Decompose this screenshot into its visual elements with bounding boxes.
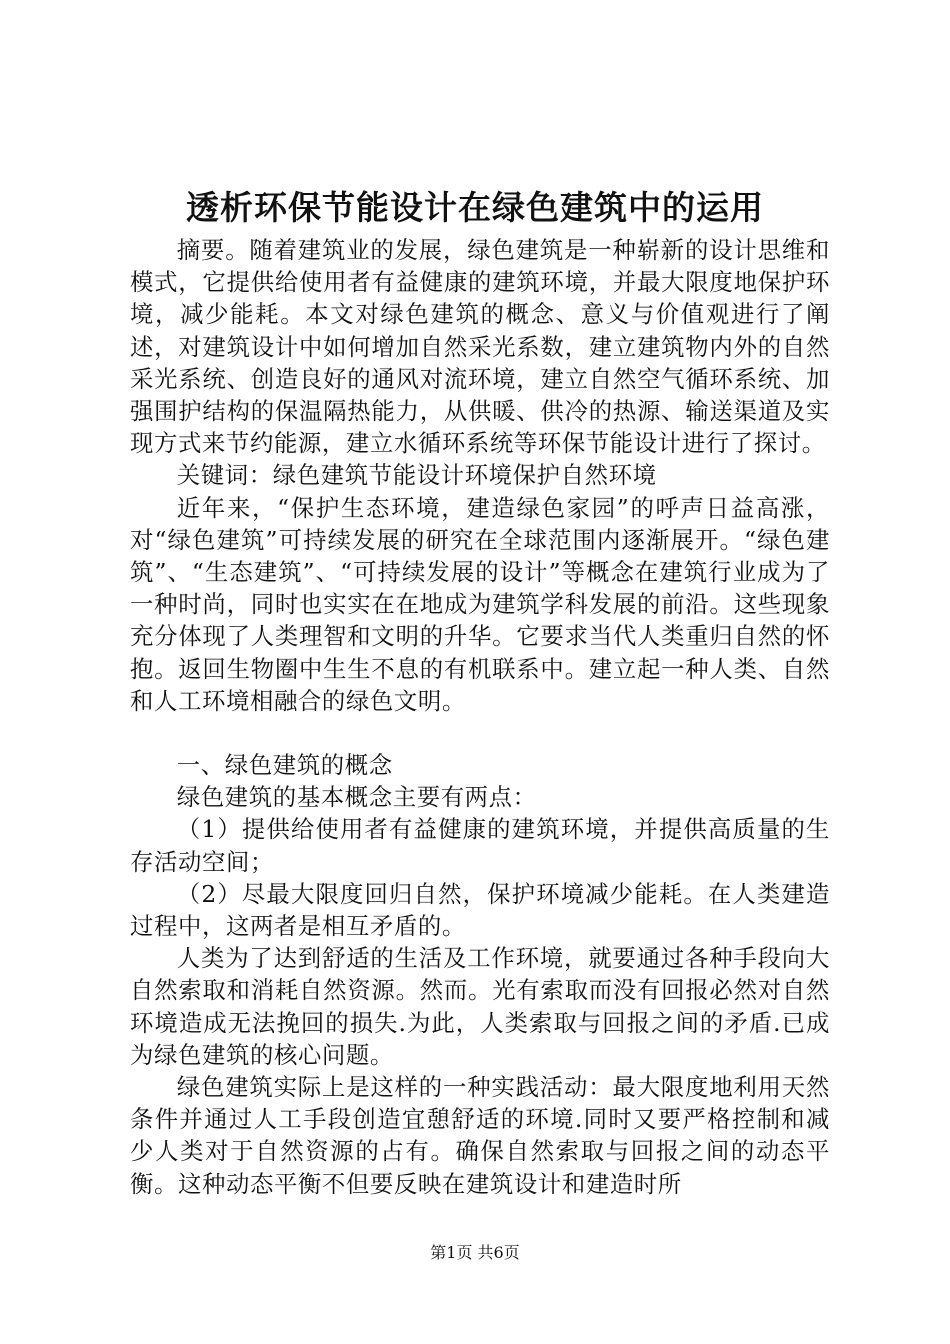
paragraph-spacer	[130, 717, 830, 749]
document-body	[130, 234, 830, 1200]
document-title: 透析环保节能设计在绿色建筑中的运用	[186, 188, 764, 227]
abstract-paragraph: 摘要。随着建筑业的发展，绿色建筑是一种崭新的设计思维和模式，它提供给使用者有益健康的建筑环境，并最大限度地保护环境，减少能耗。本文对绿色建筑的概念、意义与价值观进行了阐述，对建筑设计中如何增加自然采光系数，建立建筑物内外的自然采光系统、创造良好的通风对流环境，建立自然空气循环系统、加强围护结构的保温隔热能力，从供暖、供冷的热源、输送渠道及实现方式来节约能源，建立水循环系统等环保节能设计进行了探讨。	[130, 236, 830, 458]
section-heading: 一、绿色建筑的概念	[176, 751, 393, 780]
concept-point-2: （2）尽最大限度回归自然，保护环境减少能耗。在人类建造过程中，这两者是相互矛盾的。	[130, 879, 830, 941]
body-paragraph: 人类为了达到舒适的生活及工作环境，就要通过各种手段向大自然索取和消耗自然资源。然而。光有索取而没有回报必然对自然环境造成无法挽回的损失.为此，人类索取与回报之间的矛盾.已成为绿色建筑的核心问题。	[130, 944, 830, 1069]
body-paragraph: 绿色建筑实际上是这样的一种实践活动：最大限度地利用天然条件并通过人工手段创造宜憩舒适的环境.同时又要严格控制和减少人类对于自然资源的占有。确保自然索取与回报之间的动态平衡。这种动态平衡不但要反映在建筑设计和建造时所	[130, 1073, 830, 1198]
concept-point-1: （1）提供给使用者有益健康的建筑环境，并提供高质量的生存活动空间；	[130, 815, 830, 876]
page-footer: 第1页 共6页	[430, 1243, 520, 1262]
intro-paragraph: 近年来，“保护生态环境，建造绿色家园”的呼声日益高涨，对“绿色建筑”可持续发展的研究在全球范围内逐渐展开。“绿色建筑”、“生态建筑”、“可持续发展的设计”等概念在建筑行业成为了一种时尚，同时也实实在在地成为建筑学科发展的前沿。这些现象充分体现了人类理智和文明的升华。它要求当代人类重归自然的怀抱。返回生物圈中生生不息的有机联系中。建立起一种人类、自然和人工环境相融合的绿色文明。	[130, 493, 830, 715]
keywords-paragraph: 关键词：绿色建筑节能设计环境保护自然环境	[176, 461, 657, 490]
concept-intro-paragraph: 绿色建筑的基本概念主要有两点：	[176, 783, 537, 812]
